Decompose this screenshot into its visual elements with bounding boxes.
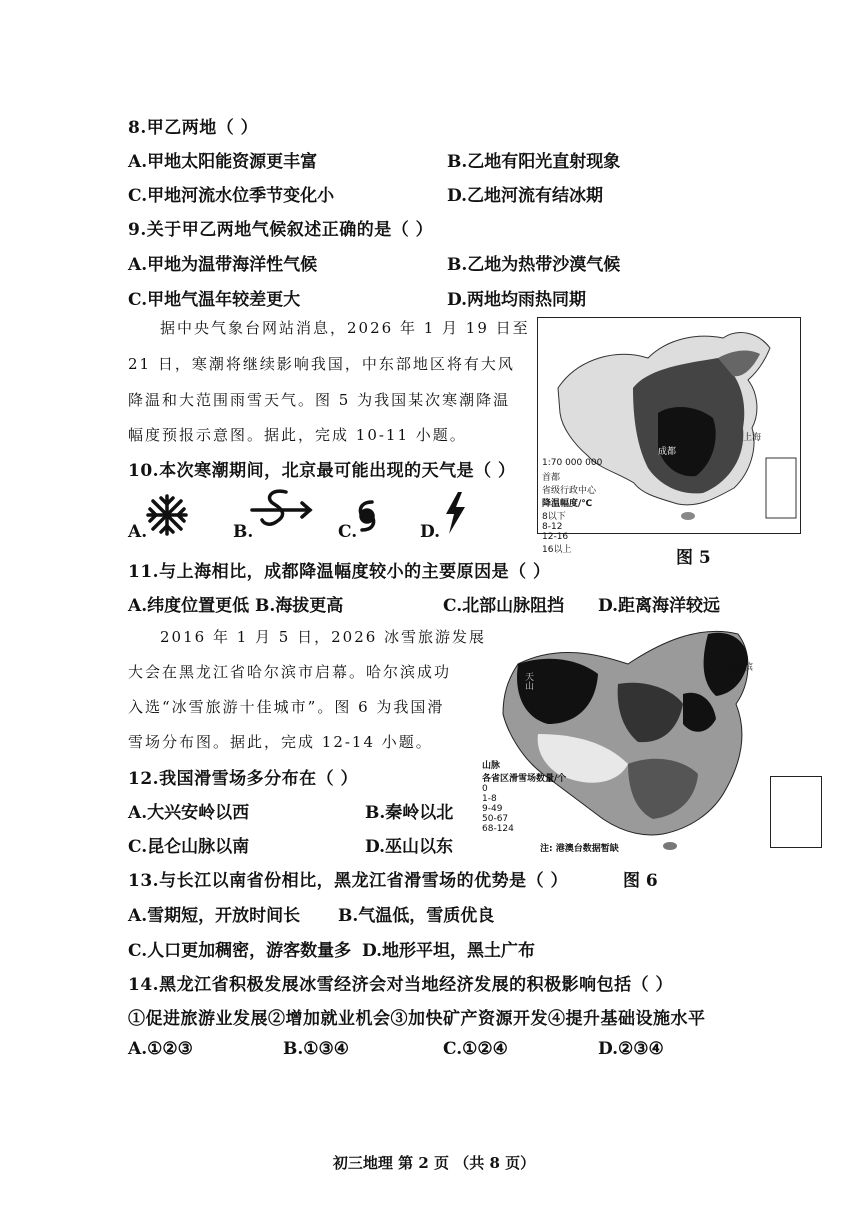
q12-option-b[interactable]: B.秦岭以北 [365, 803, 454, 823]
typhoon-icon [352, 496, 382, 536]
south-china-sea-inset [770, 776, 822, 848]
q9-stem: 9.关于甲乙两地气候叙述正确的是（ ） [128, 220, 434, 240]
q9-option-b[interactable]: B.乙地为热带沙漠气候 [447, 255, 621, 275]
figure-6-caption: 图 6 [623, 871, 658, 891]
q10-option-d[interactable]: D. [420, 522, 441, 542]
legend-item-9-49: 9-49 [482, 804, 503, 814]
harbin-label: 哈尔滨 [726, 663, 754, 673]
q9-option-d[interactable]: D.两地均雨热同期 [447, 290, 587, 310]
q10-option-a[interactable]: A. [128, 522, 148, 542]
tianshan-label: 天山 [523, 672, 533, 690]
q8-option-a[interactable]: A.甲地太阳能资源更丰富 [128, 152, 318, 172]
q11-option-b[interactable]: B.海拔更高 [255, 596, 344, 616]
legend-item-range-1: 8以下 [542, 512, 566, 522]
intro1-line-2: 21 日，寒潮将继续影响我国，中东部地区将有大风 [128, 355, 515, 373]
q14-option-b[interactable]: B.①③④ [283, 1039, 350, 1059]
legend-item-50-67: 50-67 [482, 814, 509, 824]
q9-option-a[interactable]: A.甲地为温带海洋性气候 [128, 255, 318, 275]
q11-option-d[interactable]: D.距离海洋较远 [598, 596, 721, 616]
figure-5-legend [542, 470, 602, 555]
q12-option-d[interactable]: D.巫山以东 [365, 837, 454, 857]
q10-stem: 10.本次寒潮期间，北京最可能出现的天气是（ ） [128, 461, 516, 481]
figure-6-legend [482, 758, 642, 834]
q13-stem: 13.与长江以南省份相比，黑龙江省滑雪场的优势是（ ） [128, 871, 568, 891]
q14-option-a[interactable]: A.①②③ [128, 1039, 193, 1059]
q8-stem: 8.甲乙两地（ ） [128, 118, 259, 138]
intro1-line-3: 降温和大范围雨雪天气。图 5 为我国某次寒潮降温 [128, 391, 511, 409]
legend-title: 降温幅度/℃ [542, 499, 593, 509]
q14-stem: 14.黑龙江省积极发展冰雪经济会对当地经济发展的积极影响包括（ ） [128, 975, 673, 995]
legend-item-1-8: 1-8 [482, 794, 497, 804]
q8-option-b[interactable]: B.乙地有阳光直射现象 [447, 152, 621, 172]
q10-option-b[interactable]: B. [233, 522, 254, 542]
legend-title: 各省区滑雪场数量/个 [482, 774, 567, 784]
figure-5-map [537, 317, 801, 555]
q12-stem: 12.我国滑雪场多分布在（ ） [128, 769, 358, 789]
shanghai-label: 上海 [743, 433, 762, 443]
q13-option-b[interactable]: B.气温低，雪质优良 [338, 906, 495, 926]
legend-item-capital: 首都 [542, 473, 561, 483]
q11-option-c[interactable]: C.北部山脉阻挡 [443, 596, 565, 616]
q8-option-c[interactable]: C.甲地河流水位季节变化小 [128, 186, 335, 206]
legend-item-range-2: 8-12 [542, 522, 563, 532]
legend-item-provincial-center: 省级行政中心 [542, 486, 597, 496]
intro2-line-3: 入选“冰雪旅游十佳城市”。图 6 为我国滑 [128, 698, 445, 716]
legend-item-68-124: 68-124 [482, 824, 514, 834]
q11-stem: 11.与上海相比，成都降温幅度较小的主要原因是（ ） [128, 562, 551, 582]
q13-option-a[interactable]: A.雪期短，开放时间长 [128, 906, 301, 926]
q8-option-d[interactable]: D.乙地河流有结冰期 [447, 186, 604, 206]
legend-item-range-4: 16以上 [542, 545, 572, 555]
q13-option-c[interactable]: C.人口更加稠密，游客数量多 [128, 941, 352, 961]
figure-5-caption: 图 5 [676, 548, 711, 568]
legend-item-0: 0 [482, 784, 488, 794]
legend-item-range-3: 12-16 [542, 532, 569, 542]
lightning-icon [440, 490, 470, 536]
intro1-line-1: 据中央气象台网站消息，2026 年 1 月 19 日至 [160, 319, 530, 337]
q14-option-c[interactable]: C.①②④ [443, 1039, 508, 1059]
q9-option-c[interactable]: C.甲地气温年较差更大 [128, 290, 301, 310]
intro2-line-1: 2016 年 1 月 5 日，2026 冰雪旅游发展 [160, 628, 487, 646]
intro2-line-4: 雪场分布图。据此，完成 12-14 小题。 [128, 733, 433, 751]
legend-mountain-label: 山脉 [482, 761, 501, 771]
q12-option-a[interactable]: A.大兴安岭以西 [128, 803, 250, 823]
intro2-line-2: 大会在黑龙江省哈尔滨市启幕。哈尔滨成功 [128, 663, 452, 681]
snowflake-icon [144, 492, 190, 538]
q14-option-d[interactable]: D.②③④ [598, 1039, 664, 1059]
sandstorm-icon [250, 486, 316, 536]
chengdu-label: 成都 [658, 447, 677, 457]
q14-items: ①促进旅游业发展②增加就业机会③加快矿产资源开发④提升基础设施水平 [128, 1009, 706, 1029]
q10-option-c[interactable]: C. [338, 522, 358, 542]
map-scale: 1:70 000 000 [542, 458, 603, 468]
page-footer: 初三地理 第 2 页 （共 8 页） [332, 1154, 536, 1172]
intro1-line-4: 幅度预报示意图。据此，完成 10-11 小题。 [128, 426, 467, 444]
q11-option-a[interactable]: A.纬度位置更低 [128, 596, 250, 616]
figure-6-note: 注: 港澳台数据暂缺 [540, 844, 619, 854]
q12-option-c[interactable]: C.昆仑山脉以南 [128, 837, 250, 857]
q13-option-d[interactable]: D.地形平坦，黑土广布 [362, 941, 536, 961]
